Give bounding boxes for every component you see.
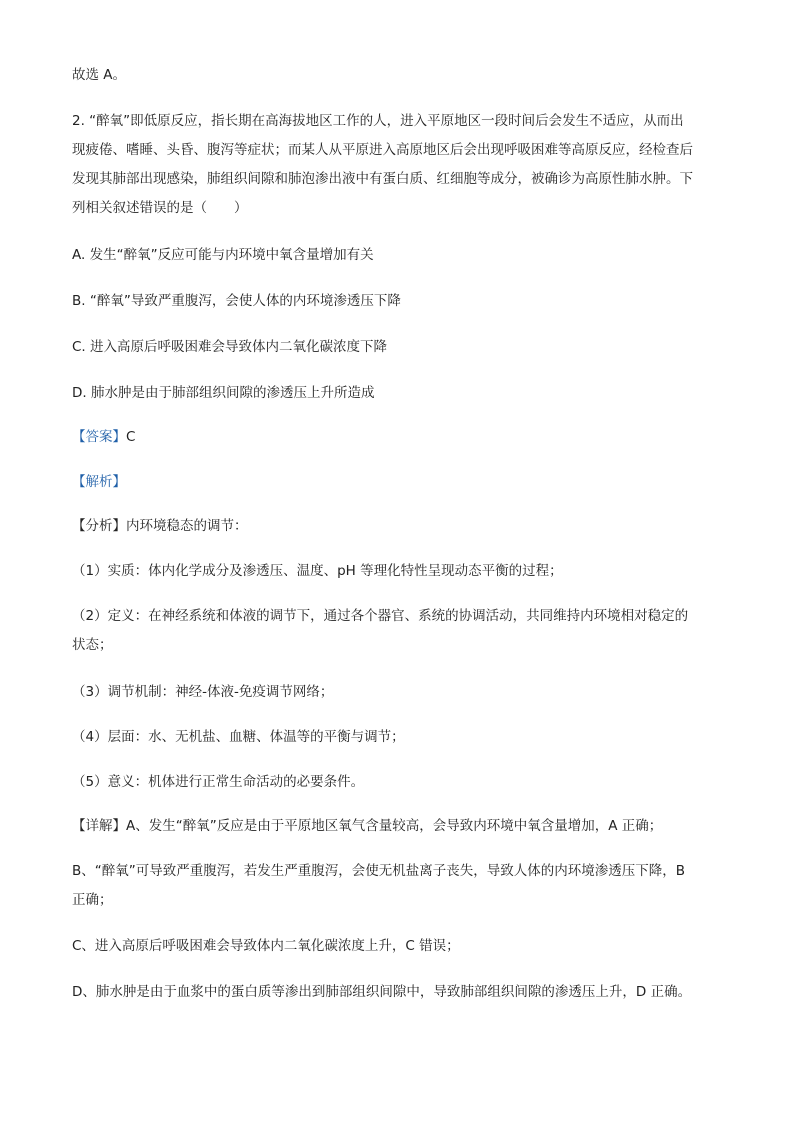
question-stem-line-3: 发现其肺部出现感染，肺组织间隙和肺泡渗出液中有蛋白质、红细胞等成分，被确诊为高原性肺水肿。下 [72, 171, 693, 187]
analysis-tag: 【解析】 [72, 474, 126, 490]
answer-value: C [126, 429, 136, 445]
explanation-b-line-2: 正确； [72, 892, 113, 908]
option-c: C. 进入高原后呼吸困难会导致体内二氧化碳浓度下降 [72, 339, 388, 355]
point-5: （5）意义：机体进行正常生命活动的必要条件。 [72, 774, 365, 790]
point-1: （1）实质：体内化学成分及渗透压、温度、pH 等理化特性呈现动态平衡的过程； [72, 563, 563, 579]
fenxi-text: 内环境稳态的调节： [126, 518, 248, 534]
question-stem-line-2: 现疲倦、嗜睡、头昏、腹泻等症状；而某人从平原进入高原地区后会出现呼吸困难等高原反应，经检查后 [72, 142, 693, 158]
explanation-b-line-1: B、“醉氧”可导致严重腹泻，若发生严重腹泻，会使无机盐离子丧失，导致人体的内环境渗透压下降，B [72, 863, 686, 879]
xiangjie-line [72, 816, 722, 836]
answer-line [72, 427, 722, 447]
answer-tag: 【答案】 [72, 429, 126, 445]
option-a: A. 发生“醉氧”反应可能与内环境中氧含量增加有关 [72, 247, 374, 263]
previous-answer-line: 故选 A。 [72, 67, 127, 83]
fenxi-tag: 【分析】 [72, 518, 126, 534]
explanation-c: C、进入高原后呼吸困难会导致体内二氧化碳浓度上升，C 错误； [72, 938, 460, 954]
xiangjie-tag: 【详解】 [72, 818, 126, 834]
point-2-line-1: （2）定义：在神经系统和体液的调节下，通过各个器官、系统的协调活动，共同维持内环境相对稳定的 [72, 608, 689, 624]
option-b: B. “醉氧”导致严重腹泻，会使人体的内环境渗透压下降 [72, 293, 401, 309]
point-2-line-2: 状态； [72, 637, 113, 653]
fenxi-line [72, 516, 722, 536]
question-stem-line-4: 列相关叙述错误的是（ ） [72, 200, 248, 216]
explanation-d: D、肺水肿是由于血浆中的蛋白质等渗出到肺部组织间隙中，导致肺部组织间隙的渗透压上升，D 正确。 [72, 984, 692, 1000]
point-4: （4）层面：水、无机盐、血糖、体温等的平衡与调节； [72, 729, 405, 745]
question-stem-line-1: 2. “醉氧”即低原反应，指长期在高海拔地区工作的人，进入平原地区一段时间后会发生不适应，从而出 [72, 113, 684, 129]
point-3: （3）调节机制：神经-体液-免疫调节网络； [72, 684, 334, 700]
xiangjie-text: A、发生“醉氧”反应是由于平原地区氧气含量较高，会导致内环境中氧含量增加，A 正确； [126, 818, 663, 834]
analysis-heading [72, 472, 722, 492]
option-d: D. 肺水肿是由于肺部组织间隙的渗透压上升所造成 [72, 385, 375, 401]
